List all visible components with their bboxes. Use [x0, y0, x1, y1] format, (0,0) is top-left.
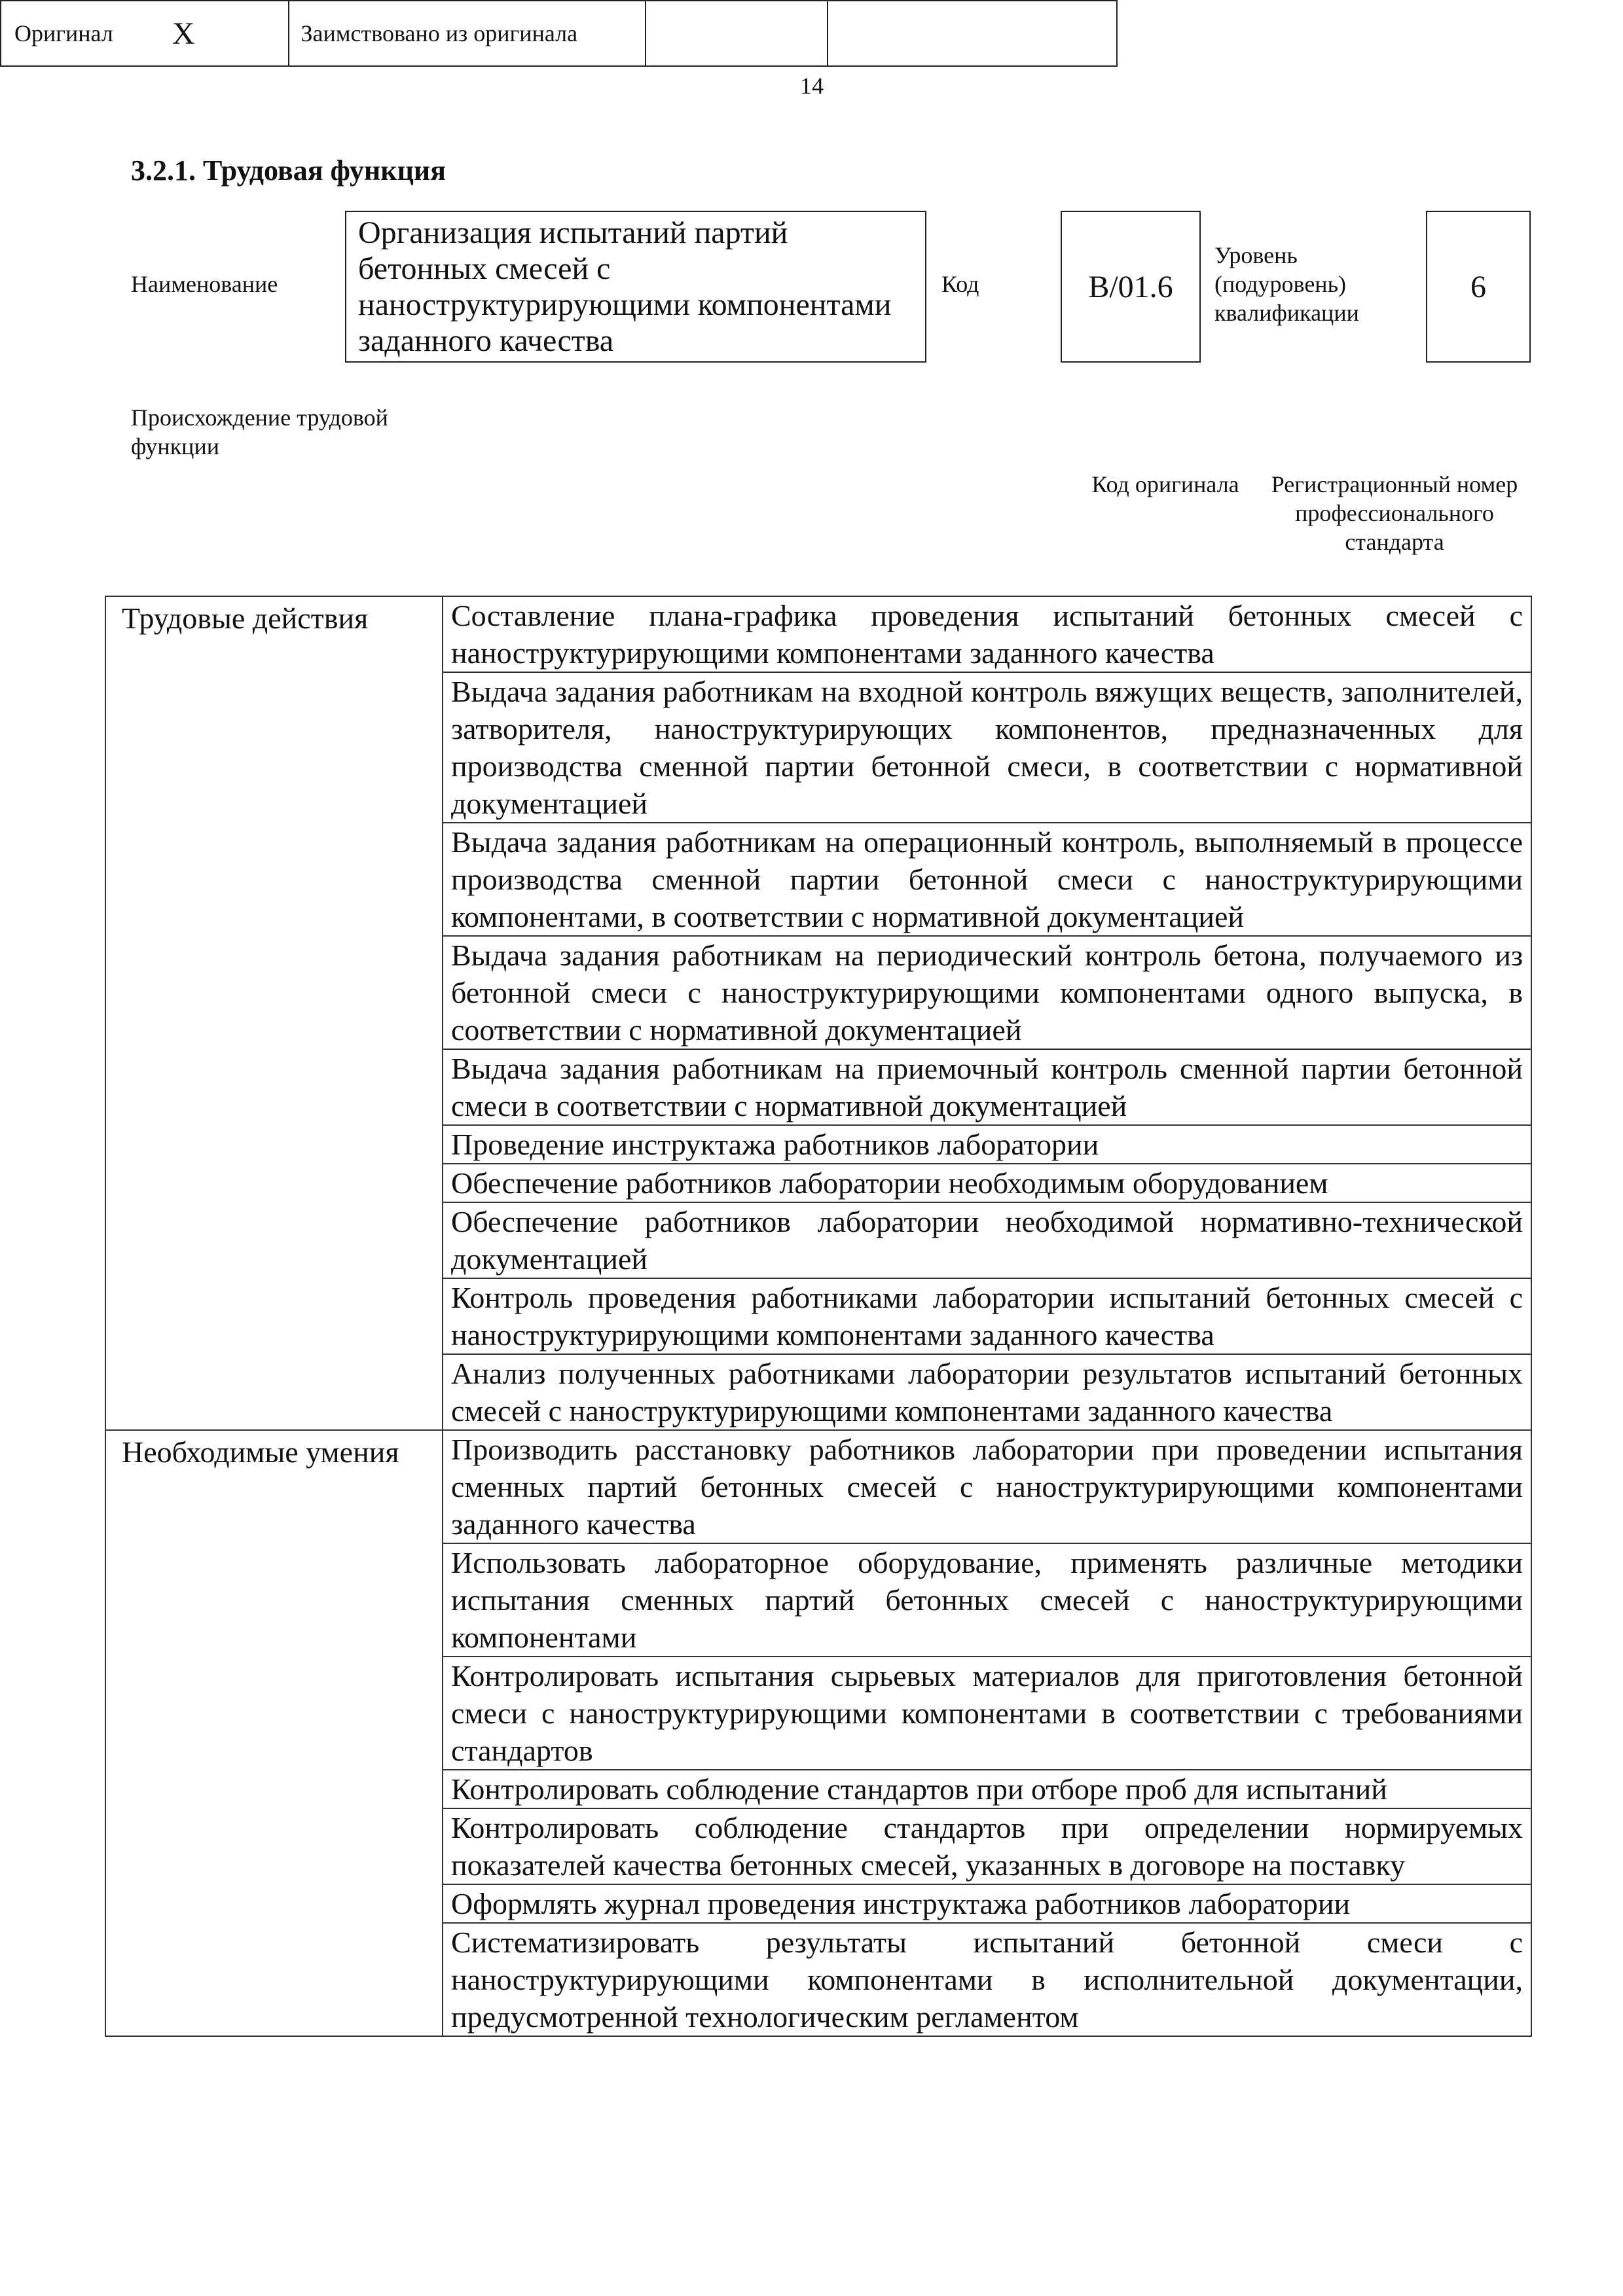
list-item: Составление плана-графика проведения испытаний бетонных смесей с наноструктурирующими компонентами заданного качества: [443, 596, 1531, 672]
category-required-skills: Необходимые умения: [105, 1430, 443, 2036]
reg-number-cell: [828, 1, 1116, 65]
level-value: 6: [1426, 211, 1531, 363]
list-item: Проведение инструктажа работников лаборатории: [443, 1125, 1531, 1164]
code-original-caption: Код оригинала: [1091, 471, 1239, 497]
list-item: Производить расстановку работников лаборатории при проведении испытания сменных партий бетонных смесей с наноструктурирующими компонентами заданного качества: [443, 1430, 1531, 1543]
list-item: Контролировать соблюдение стандартов при определении нормируемых показателей качества бетонных смесей, указанных в договоре на поставку: [443, 1808, 1531, 1884]
original-cell: [1, 1, 289, 65]
list-item: Выдача задания работникам на входной контроль вяжущих веществ, заполнителей, затворителя, наноструктурирующих компонентов, предназначенных для производства сменной партии бетонной смеси, в соответствии с нормативной документацией: [443, 672, 1531, 823]
code-original-cell: [646, 1, 828, 65]
list-item: Обеспечение работников лаборатории необходимым оборудованием: [443, 1164, 1531, 1202]
list-item: Выдача задания работникам на операционный контроль, выполняемый в процессе производства сменной партии бетонной смеси с наноструктурирующими компонентами, в соответствии с нормативной документацией: [443, 823, 1531, 936]
list-item: Систематизировать результаты испытаний бетонной смеси с наноструктурирующими компонентами в исполнительной документации, предусмотренной технологическим регламентом: [443, 1923, 1531, 2036]
name-value: Организация испытаний партий бетонных смесей с наноструктурирующими компонентами заданного качества: [345, 211, 926, 363]
borrowed-label: Заимствовано из оригинала: [289, 1, 646, 65]
origin-row: [0, 0, 1118, 67]
list-item: Контролировать испытания сырьевых материалов для приготовления бетонной смеси с наноструктурирующими компонентами в соответствии с требованиями стандартов: [443, 1657, 1531, 1770]
code-label: Код: [941, 271, 979, 297]
list-item: Использовать лабораторное оборудование, применять различные методики испытания сменных партий бетонных смесей с наноструктурирующими компонентами: [443, 1543, 1531, 1657]
table-row: [105, 596, 1531, 672]
code-value: B/01.6: [1061, 211, 1201, 363]
page-number: 14: [800, 73, 824, 99]
list-item: Анализ полученных работниками лаборатории результатов испытаний бетонных смесей с наноструктурирующими компонентами заданного качества: [443, 1354, 1531, 1430]
function-table: [105, 596, 1532, 2037]
table-row: [105, 1430, 1531, 1543]
original-mark: X: [172, 16, 195, 51]
list-item: Контролировать соблюдение стандартов при отборе проб для испытаний: [443, 1770, 1531, 1808]
category-labor-actions: Трудовые действия: [105, 596, 443, 1430]
original-label: Оригинал: [14, 20, 113, 46]
level-label: Уровень (подуровень) квалификации: [1214, 242, 1359, 326]
list-item: Оформлять журнал проведения инструктажа работников лаборатории: [443, 1884, 1531, 1923]
name-label: Наименование: [131, 271, 278, 297]
list-item: Выдача задания работникам на приемочный контроль сменной партии бетонной смеси в соответствии с нормативной документацией: [443, 1049, 1531, 1125]
list-item: Выдача задания работникам на периодический контроль бетона, получаемого из бетонной смеси с наноструктурирующими компонентами одного выпуска, в соответствии с нормативной документацией: [443, 936, 1531, 1049]
reg-number-caption: Регистрационный номер профессионального стандарта: [1271, 471, 1518, 555]
section-title: 3.2.1. Трудовая функция: [131, 154, 447, 187]
origin-label: Происхождение трудовой функции: [131, 404, 388, 459]
list-item: Обеспечение работников лаборатории необходимой нормативно-технической документацией: [443, 1202, 1531, 1278]
list-item: Контроль проведения работниками лаборатории испытаний бетонных смесей с наноструктурирующими компонентами заданного качества: [443, 1278, 1531, 1354]
